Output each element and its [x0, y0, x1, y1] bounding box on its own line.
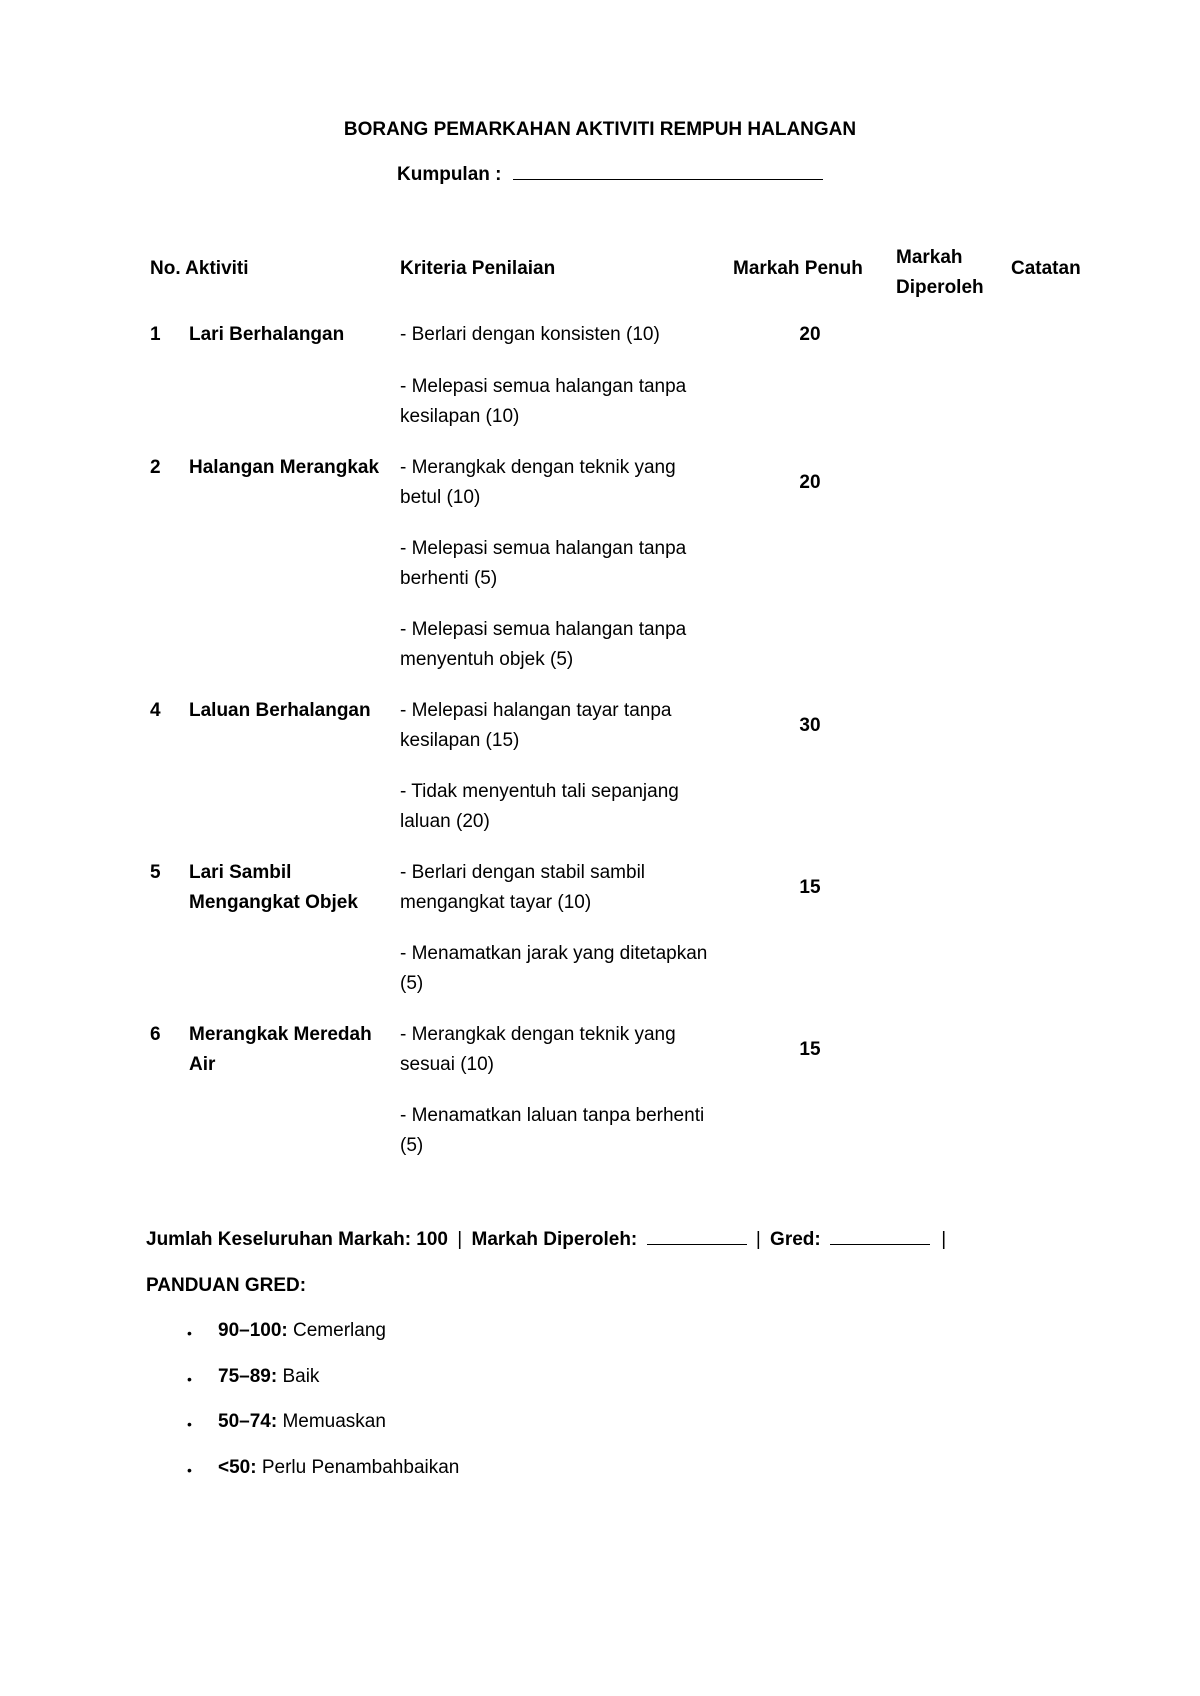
grade-desc: Perlu Penambahbaikan	[261, 1457, 460, 1478]
criteria-item: - Merangkak dengan teknik yang sesuai (10)	[400, 1024, 676, 1075]
grade-label: Gred:	[770, 1229, 821, 1250]
total-marks-label: Jumlah Keseluruhan Markah: 100	[146, 1229, 448, 1250]
group-field	[397, 164, 823, 186]
bullet-icon: •	[187, 1371, 192, 1387]
grade-item	[218, 1320, 386, 1342]
separator: |	[755, 1229, 761, 1250]
row-number: 6	[150, 1024, 161, 1045]
row-number: 2	[150, 457, 161, 478]
row-activity: Lari Sambil Mengangkat Objek	[189, 862, 358, 913]
obtained-label: Markah Diperoleh:	[471, 1229, 638, 1250]
grade-range: 75–89:	[218, 1366, 278, 1387]
row-activity: Merangkak Meredah Air	[189, 1024, 372, 1075]
separator: |	[941, 1229, 947, 1250]
criteria-item: - Tidak menyentuh tali sepanjang laluan (20)	[400, 781, 679, 832]
bullet-icon: •	[187, 1462, 192, 1478]
header-full-marks: Markah Penuh	[733, 258, 863, 279]
criteria-item: - Berlari dengan stabil sambil mengangkat tayar (10)	[400, 862, 646, 913]
criteria-item: - Menamatkan laluan tanpa berhenti (5)	[400, 1105, 705, 1156]
criteria-item: - Melepasi halangan tayar tanpa kesilapan (15)	[400, 700, 672, 751]
grade-input-line[interactable]	[830, 1243, 930, 1245]
row-full-marks: 20	[799, 324, 821, 345]
grade-item	[218, 1411, 386, 1433]
grade-item	[218, 1457, 459, 1479]
bullet-icon: •	[187, 1325, 192, 1341]
row-full-marks: 15	[799, 1039, 821, 1060]
header-notes: Catatan	[1011, 258, 1081, 279]
header-obtained	[896, 243, 984, 303]
row-activity: Halangan Merangkak	[189, 457, 380, 478]
criteria-item: - Melepasi semua halangan tanpa berhenti (5)	[400, 538, 687, 589]
grade-desc: Memuaskan	[282, 1411, 386, 1432]
row-activity: Lari Berhalangan	[189, 324, 345, 345]
bullet-icon: •	[187, 1416, 192, 1432]
summary-line	[146, 1229, 946, 1251]
group-label: Kumpulan :	[397, 164, 502, 185]
header-obtained-line1: Markah	[896, 247, 963, 268]
grade-desc: Cemerlang	[293, 1320, 386, 1341]
grade-desc: Baik	[282, 1366, 320, 1387]
row-full-marks: 30	[799, 715, 821, 736]
row-number: 5	[150, 862, 161, 883]
header-no-activity: No. Aktiviti	[150, 258, 249, 279]
row-activity: Laluan Berhalangan	[189, 700, 371, 721]
separator: |	[457, 1229, 463, 1250]
criteria-item: - Berlari dengan konsisten (10)	[400, 324, 660, 345]
criteria-item: - Melepasi semua halangan tanpa kesilapan (10)	[400, 376, 687, 427]
grade-range: 90–100:	[218, 1320, 288, 1341]
row-number: 4	[150, 700, 161, 721]
page-title: BORANG PEMARKAHAN AKTIVITI REMPUH HALANGAN	[343, 119, 857, 140]
criteria-item: - Merangkak dengan teknik yang betul (10)	[400, 457, 676, 508]
grade-item	[218, 1366, 319, 1388]
row-full-marks: 15	[799, 877, 821, 898]
grade-guide-title: PANDUAN GRED:	[146, 1275, 307, 1296]
header-criteria: Kriteria Penilaian	[400, 258, 556, 279]
row-number: 1	[150, 324, 161, 345]
criteria-item: - Menamatkan jarak yang ditetapkan (5)	[400, 943, 708, 994]
row-full-marks: 20	[799, 472, 821, 493]
grade-range: 50–74:	[218, 1411, 278, 1432]
group-input-line[interactable]	[513, 178, 823, 180]
header-obtained-line2: Diperoleh	[896, 277, 984, 298]
grade-range: <50:	[218, 1457, 257, 1478]
obtained-input-line[interactable]	[647, 1243, 747, 1245]
criteria-item: - Melepasi semua halangan tanpa menyentuh objek (5)	[400, 619, 687, 670]
